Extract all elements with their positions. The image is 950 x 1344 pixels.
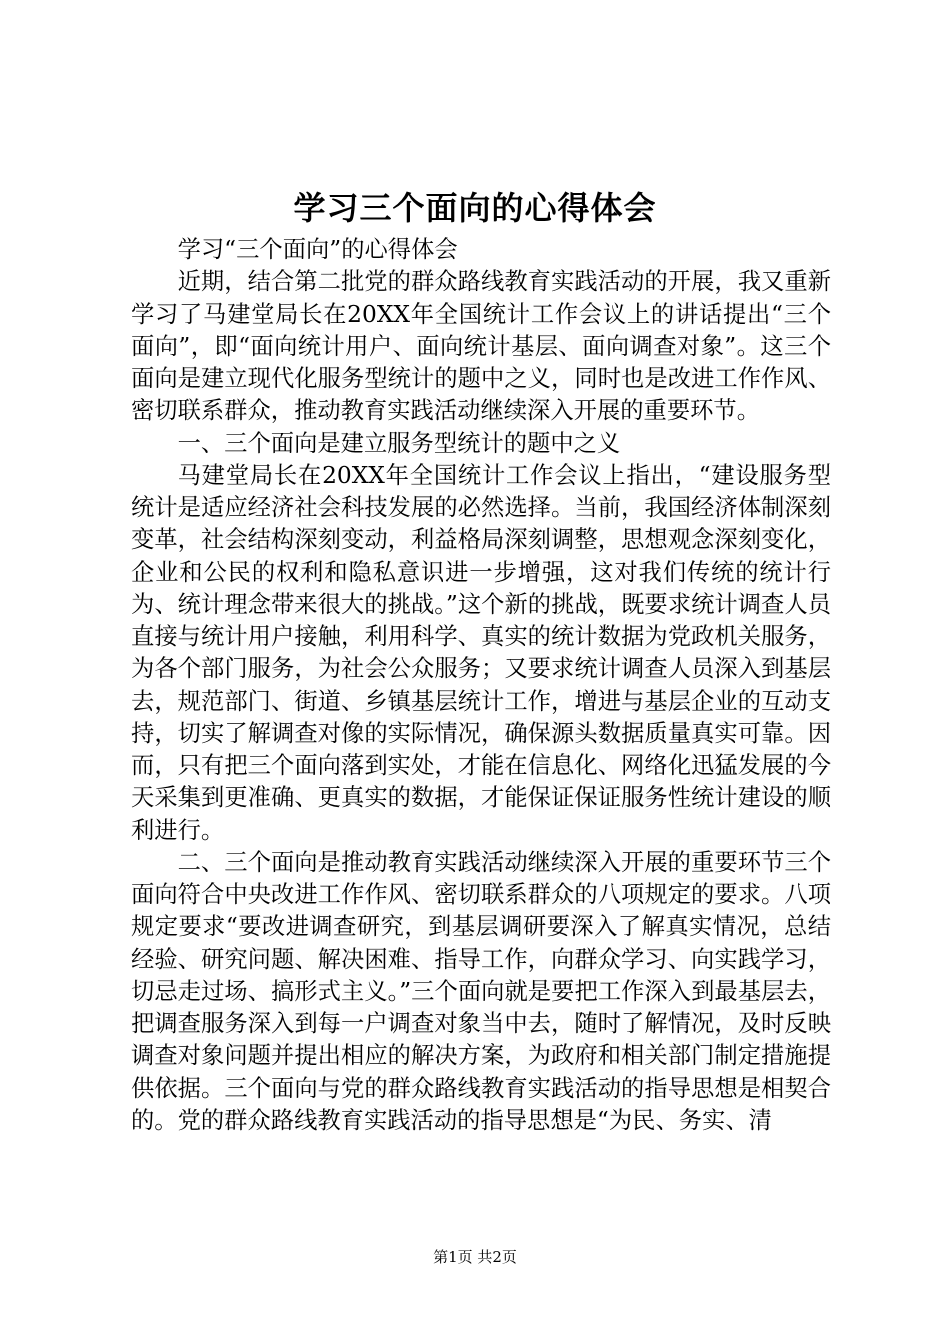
paragraph-intro: 近期，结合第二批党的群众路线教育实践活动的开展，我又重新学习了马建堂局长在20XX年全国统计工作会议上的讲话提出“三个面向”，即“面向统计用户、面向统计基层、面向调查对象”。这三个面向是建立现代化服务型统计的题中之义，同时也是改进工作作风、密切联系群众，推动教育实践活动继续深入开展的重要环节。 bbox=[131, 268, 831, 425]
paragraph-section-2: 二、三个面向是推动教育实践活动继续深入开展的重要环节三个面向符合中央改进工作作风、密切联系群众的八项规定的要求。八项规定要求“要改进调查研究，到基层调研要深入了解真实情况，总结经验、研究问题、解决困难、指导工作，向群众学习、向实践学习，切忌走过场、搞形式主义。”三个面向就是要把工作深入到最基层去，把调查服务深入到每一户调查对象当中去，随时了解情况，及时反映调查对象问题并提出相应的解决方案，为政府和相关部门制定措施提供依据。三个面向与党的群众路线教育实践活动的指导思想是相契合的。党的群众路线教育实践活动的指导思想是“为民、务实、清 bbox=[131, 848, 831, 1134]
page-footer: 第1页 共2页 bbox=[433, 1248, 517, 1266]
document-title: 学习三个面向的心得体会 bbox=[293, 189, 657, 227]
document-body bbox=[131, 234, 831, 1137]
section-heading-1: 一、三个面向是建立服务型统计的题中之义 bbox=[177, 429, 621, 457]
paragraph-section-1: 马建堂局长在20XX年全国统计工作会议上指出，“建设服务型统计是适应经济社会科技发展的必然选择。当前，我国经济体制深刻变革，社会结构深刻变动，利益格局深刻调整，思想观念深刻变化，企业和公民的权利和隐私意识进一步增强，这对我们传统的统计行为、统计理念带来很大的挑战。”这个新的挑战，既要求统计调查人员直接与统计用户接触，利用科学、真实的统计数据为党政机关服务，为各个部门服务，为社会公众服务；又要求统计调查人员深入到基层去，规范部门、街道、乡镇基层统计工作，增进与基层企业的互动支持，切实了解调查对像的实际情况，确保源头数据质量真实可靠。因而，只有把三个面向落到实处，才能在信息化、网络化迅猛发展的今天采集到更准确、更真实的数据，才能保证保证服务性统计建设的顺利进行。 bbox=[131, 461, 831, 844]
paragraph-subtitle: 学习“三个面向”的心得体会 bbox=[177, 236, 458, 263]
